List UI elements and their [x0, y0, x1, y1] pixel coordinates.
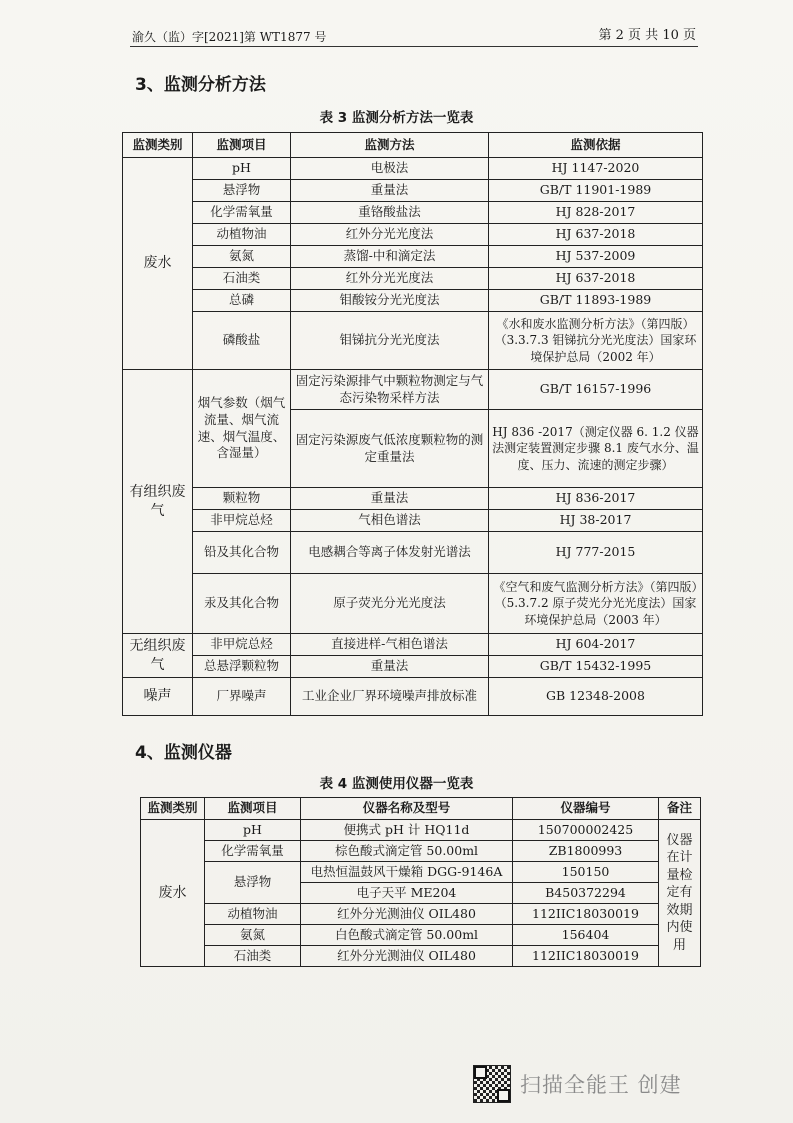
method-cell: 重量法 — [291, 488, 489, 510]
table-row — [123, 180, 703, 202]
section-4-title: 4、监测仪器 — [135, 743, 232, 763]
table-row — [123, 290, 703, 312]
header-category: 监测类别 — [141, 798, 205, 820]
item-cell: pH — [205, 820, 301, 841]
basis-cell: GB/T 16157-1996 — [489, 370, 703, 410]
table-row — [141, 946, 701, 967]
item-cell: 石油类 — [193, 268, 291, 290]
basis-cell: HJ 828-2017 — [489, 202, 703, 224]
method-cell: 电极法 — [291, 158, 489, 180]
instrument-cell: 白色酸式滴定管 50.00ml — [301, 925, 513, 946]
table-row — [123, 678, 703, 716]
table-row — [123, 656, 703, 678]
analysis-methods-table — [122, 132, 703, 716]
item-cell: 悬浮物 — [193, 180, 291, 202]
method-cell: 重铬酸盐法 — [291, 202, 489, 224]
remark-cell: 仪器在计量检定有效期内使用 — [659, 820, 701, 967]
basis-cell: HJ 537-2009 — [489, 246, 703, 268]
table-3-caption: 表 3 监测分析方法一览表 — [319, 110, 474, 126]
table-row — [141, 862, 701, 883]
page-number: 第 2 页 共 10 页 — [598, 28, 696, 43]
basis-cell: 《空气和废气监测分析方法》（第四版）（5.3.7.2 原子荧光分光光度法）国家环境保护总局（2003 年） — [489, 574, 703, 634]
header-category: 监测类别 — [123, 133, 193, 158]
method-cell: 红外分光光度法 — [291, 224, 489, 246]
serial-cell: 150150 — [513, 862, 659, 883]
table-row — [123, 510, 703, 532]
qr-code-icon — [474, 1066, 510, 1102]
method-cell: 钼酸铵分光光度法 — [291, 290, 489, 312]
table-row — [123, 268, 703, 290]
method-cell: 原子荧光分光光度法 — [291, 574, 489, 634]
basis-cell: HJ 1147-2020 — [489, 158, 703, 180]
item-cell: 化学需氧量 — [205, 841, 301, 862]
category-wastewater: 废水 — [141, 820, 205, 967]
method-cell: 固定污染源排气中颗粒物测定与气态污染物采样方法 — [291, 370, 489, 410]
serial-cell: 150700002425 — [513, 820, 659, 841]
item-cell: 总磷 — [193, 290, 291, 312]
item-cell: 氨氮 — [205, 925, 301, 946]
basis-cell: HJ 604-2017 — [489, 634, 703, 656]
method-cell: 钼锑抗分光光度法 — [291, 312, 489, 370]
instrument-cell: 红外分光测油仪 OIL480 — [301, 946, 513, 967]
header-instrument: 仪器名称及型号 — [301, 798, 513, 820]
table-row — [123, 574, 703, 634]
item-cell: 磷酸盐 — [193, 312, 291, 370]
item-cell: 石油类 — [205, 946, 301, 967]
table-row — [141, 904, 701, 925]
method-cell: 重量法 — [291, 656, 489, 678]
page-header — [130, 24, 698, 47]
item-cell: 动植物油 — [205, 904, 301, 925]
basis-cell: HJ 637-2018 — [489, 224, 703, 246]
table-row — [123, 202, 703, 224]
header-item: 监测项目 — [193, 133, 291, 158]
table-row — [123, 158, 703, 180]
item-cell: 颗粒物 — [193, 488, 291, 510]
basis-cell: GB/T 11901-1989 — [489, 180, 703, 202]
instruments-table — [140, 797, 701, 967]
serial-cell: ZB1800993 — [513, 841, 659, 862]
method-cell: 气相色谱法 — [291, 510, 489, 532]
instrument-cell: 便携式 pH 计 HQ11d — [301, 820, 513, 841]
scanner-brand-text: 扫描全能王 创建 — [520, 1073, 682, 1097]
basis-cell: GB/T 15432-1995 — [489, 656, 703, 678]
serial-cell: 156404 — [513, 925, 659, 946]
header-remark: 备注 — [659, 798, 701, 820]
header-item: 监测项目 — [205, 798, 301, 820]
document-number: 渝久（监）字[2021]第 WT1877 号 — [132, 30, 327, 44]
item-cell: 厂界噪声 — [193, 678, 291, 716]
item-cell: 汞及其化合物 — [193, 574, 291, 634]
table-header-row — [123, 133, 703, 158]
basis-cell: HJ 836 -2017（测定仪器 6. 1.2 仪器法测定装置测定步骤 8.1 废气水分、温度、压力、流速的测定步骤） — [489, 410, 703, 488]
header-method: 监测方法 — [291, 133, 489, 158]
basis-cell: GB 12348-2008 — [489, 678, 703, 716]
item-cell: 动植物油 — [193, 224, 291, 246]
item-cell: pH — [193, 158, 291, 180]
header-basis: 监测依据 — [489, 133, 703, 158]
table-row — [123, 224, 703, 246]
item-cell: 非甲烷总烃 — [193, 634, 291, 656]
instrument-cell: 电子天平 ME204 — [301, 883, 513, 904]
item-cell: 氨氮 — [193, 246, 291, 268]
basis-cell: HJ 777-2015 — [489, 532, 703, 574]
serial-cell: B450372294 — [513, 883, 659, 904]
method-cell: 直接进样-气相色谱法 — [291, 634, 489, 656]
scanner-watermark — [474, 1064, 682, 1104]
table-row — [123, 532, 703, 574]
table-row — [123, 312, 703, 370]
method-cell: 重量法 — [291, 180, 489, 202]
method-cell: 固定污染源废气低浓度颗粒物的测定重量法 — [291, 410, 489, 488]
method-cell: 工业企业厂界环境噪声排放标准 — [291, 678, 489, 716]
basis-cell: HJ 637-2018 — [489, 268, 703, 290]
instrument-cell: 电热恒温鼓风干燥箱 DGG-9146A — [301, 862, 513, 883]
serial-cell: 112IIC18030019 — [513, 904, 659, 925]
basis-cell: 《水和废水监测分析方法》（第四版）（3.3.7.3 钼锑抗分光光度法）国家环境保护总局（2002 年） — [489, 312, 703, 370]
basis-cell: HJ 38-2017 — [489, 510, 703, 532]
method-cell: 电感耦合等离子体发射光谱法 — [291, 532, 489, 574]
item-cell: 化学需氧量 — [193, 202, 291, 224]
method-cell: 蒸馏-中和滴定法 — [291, 246, 489, 268]
basis-cell: HJ 836-2017 — [489, 488, 703, 510]
section-3-title: 3、监测分析方法 — [135, 75, 266, 95]
table-4-caption: 表 4 监测使用仪器一览表 — [319, 776, 474, 792]
table-row — [123, 370, 703, 410]
category-noise: 噪声 — [123, 678, 193, 716]
item-cell: 烟气参数（烟气流量、烟气流速、烟气温度、含湿量） — [193, 370, 291, 488]
table-row — [123, 246, 703, 268]
table-row — [141, 925, 701, 946]
table-row — [141, 820, 701, 841]
item-cell: 悬浮物 — [205, 862, 301, 904]
instrument-cell: 棕色酸式滴定管 50.00ml — [301, 841, 513, 862]
method-cell: 红外分光光度法 — [291, 268, 489, 290]
category-organized-gas: 有组织废气 — [123, 370, 193, 634]
table-row — [141, 841, 701, 862]
basis-cell: GB/T 11893-1989 — [489, 290, 703, 312]
category-unorganized-gas: 无组织废气 — [123, 634, 193, 678]
item-cell: 非甲烷总烃 — [193, 510, 291, 532]
table-row — [123, 488, 703, 510]
header-serial: 仪器编号 — [513, 798, 659, 820]
item-cell: 铅及其化合物 — [193, 532, 291, 574]
table-row — [123, 634, 703, 656]
category-wastewater: 废水 — [123, 158, 193, 370]
serial-cell: 112IIC18030019 — [513, 946, 659, 967]
instrument-cell: 红外分光测油仪 OIL480 — [301, 904, 513, 925]
table-header-row — [141, 798, 701, 820]
item-cell: 总悬浮颗粒物 — [193, 656, 291, 678]
